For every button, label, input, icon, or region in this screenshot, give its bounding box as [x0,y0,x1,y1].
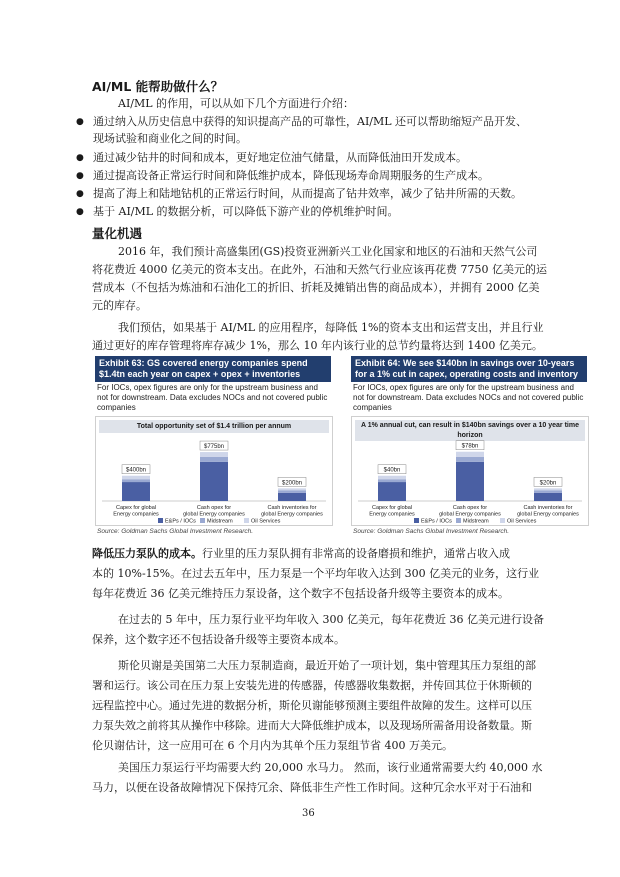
legend-swatch [200,518,205,523]
exhibit-63 [95,356,331,414]
legend-swatch [158,518,163,523]
category-label: Energy companies [369,511,415,518]
paragraph-line: 将花费近 4000 亿美元的资本支出。在此外，石油和天然气行业应该再花费 7750 亿美元的运 [92,263,547,276]
source-note: Source: Goldman Sachs Global Investment Research. [97,528,254,535]
bar-segment [378,482,406,501]
paragraph-line: 远程监控中心。通过先进的数据分析，斯伦贝谢能够预测主要组件故障的发生。这样可以压 [92,699,532,712]
chart-title: A 1% annual cut, can result in $140bn savings over a 10 year time horizon [355,420,585,441]
legend-label: E&Ps / IOCs [165,518,196,525]
bar-segment [278,488,306,490]
category-label: global Energy companies [261,511,323,518]
paragraph-line: 营成本（不包括为炼油和石油化工的折旧、折耗及摊销出售的商品成本），并拥有 2000 亿美 [92,281,540,294]
paragraph-line: 每年花费近 36 亿美元维持压力泵设备，这个数字不包括设备升级等主要资本的成本。 [92,587,509,600]
source-note: Source: Goldman Sachs Global Investment Research. [353,528,510,535]
bullet-item: ● 基于 AI/ML 的数据分析，可以降低下游产业的停机维护时间。 [93,204,399,220]
bar-segment [200,452,228,457]
bullet-item: ● 通过提高设备正常运行时间和降低维护成本，降低现场寿命周期服务的生产成本。 [93,168,489,184]
inline-heading: 降低压力泵队的成本。 [92,547,202,560]
bar-segment [122,479,150,482]
bar-segment [456,452,484,457]
exhibit-subtitle: For IOCs, opex figures are only for the upstream business and not for downstream. Data excludes NOCs and not covered public companies [97,383,328,412]
category-label: global Energy companies [183,511,245,518]
legend-label: E&Ps / IOCs [421,518,452,525]
data-label: $40bn [383,467,401,474]
paragraph-line: 本的 10%-15%。在过去五年中，压力泵是一个平均年收入达到 300 亿美元的业务，这行业 [92,567,540,580]
paragraph-line: 力泵失效之前将其从操作中移除。进而大大降低维护成本，以及现场所需备用设备数量。斯 [92,719,532,732]
paragraph-line: 通过更好的库存管理将库存减少 1%，那么 10 年内该行业的总节约量将达到 1400 亿美元。 [92,339,543,352]
bar-segment [534,493,562,501]
bullet-continuation: 现场试验和商业化之间的时间。 [93,132,247,145]
chart-panel-63 [95,416,333,526]
category-label: Cash inventories for [523,505,573,511]
section-heading-opportunity: 量化机遇 [92,226,143,241]
bar-segment [278,490,306,493]
chart-63 [96,417,332,525]
data-label: $78bn [461,443,479,450]
data-label: $400bn [125,467,147,474]
legend-label: Midstream [207,518,233,525]
paragraph-line: 在过去的 5 年中，压力泵行业平均年收入 300 亿美元，每年花费近 36 亿美元进行设备 [118,613,544,626]
legend-swatch [414,518,419,523]
data-label: $200bn [281,480,303,487]
legend-swatch [456,518,461,523]
bullet-item: ● 通过纳入从历史信息中获得的知识提高产品的可靠性，AI/ML 还可以帮助缩短产品开发、 [93,114,527,130]
category-label: Capex for global [115,505,157,511]
legend-label: Oil Services [507,518,537,525]
paragraph-line: 伦贝谢估计，这一应用可在 6 个月内为其单个压力泵组节省 400 万美元。 [92,739,453,752]
category-label: Energy companies [113,511,159,518]
page-number: 36 [302,808,315,819]
category-label: global Energy companies [517,511,579,518]
bar-segment [378,476,406,479]
bar-segment [122,482,150,501]
data-label: $20bn [539,480,557,487]
legend-label: Oil Services [251,518,281,525]
inline-text: 行业里的压力泵队拥有非常高的设备磨损和维护，通常占收入成 [202,547,510,560]
data-label: $775bn [203,444,225,451]
paragraph-line: 美国压力泵运行平均需要大约 20,000 水马力。 然而，该行业通常需要大约 40,000 水 [118,761,543,774]
category-label: Cash inventories for [267,505,317,511]
bar-segment [200,457,228,462]
exhibit-64 [351,356,587,414]
paragraph-line: 署和运行。该公司在压力泵上安装先进的传感器，传感器收集数据，并传回其位于休斯顿的 [92,679,532,692]
chart-64 [352,417,588,525]
paragraph-line: 保养，这个数字还不包括设备升级等主要资本成本。 [92,633,345,646]
bar-segment [456,462,484,501]
bar-segment [534,488,562,490]
category-label: Capex for global [371,505,413,511]
paragraph-line [92,546,510,562]
category-label: Cash opex for [452,505,488,511]
intro-text: AI/ML 的作用，可以从如下几个方面进行介绍： [118,97,355,110]
chart-panel-64 [351,416,589,526]
bar-segment [456,457,484,462]
bar-segment [534,490,562,493]
exhibit-title: Exhibit 63: GS covered energy companies spend $1.4tn each year on capex + opex + inventories [95,356,331,382]
exhibit-title: Exhibit 64: We see $140bn in savings over 10-years for a 1% cut in capex, operating costs and inventory [351,356,587,382]
paragraph-line: 斯伦贝谢是美国第二大压力泵制造商，最近开始了一项计划，集中管理其压力泵组的部 [118,659,536,672]
paragraph-line: 2016 年，我们预计高盛集团(GS)投资亚洲新兴工业化国家和地区的石油和天然气公司 [118,245,538,258]
category-label: Cash opex for [196,505,232,511]
paragraph-line: 元的库存。 [92,299,147,312]
exhibit-subtitle: For IOCs, opex figures are only for the upstream business and not for downstream. Data excludes NOCs and not covered public companies [353,383,584,412]
bar-segment [378,479,406,482]
bar-segment [200,462,228,501]
bullet-item: ● 通过减少钻井的时间和成本，更好地定位油气储量，从而降低油田开发成本。 [93,150,467,166]
legend-swatch [500,518,505,523]
section-heading-aiml: AI/ML 能帮助做什么？ [92,79,224,94]
paragraph-line: 马力，以便在设备故障情况下保持冗余、降低非生产性工作时间。这种冗余水平对于石油和 [92,781,532,794]
legend-label: Midstream [463,518,489,525]
bar-segment [278,493,306,501]
category-label: global Energy companies [439,511,501,518]
bar-segment [122,476,150,479]
paragraph-line: 我们预估，如果基于 AI/ML 的应用程序，每降低 1%的资本支出和运营支出，并且行业 [118,321,544,334]
legend-swatch [244,518,249,523]
chart-title: Total opportunity set of $1.4 trillion per annum [99,420,329,433]
bullet-item: ● 提高了海上和陆地钻机的正常运行时间，从而提高了钻井效率，减少了钻井所需的天数。 [93,186,522,202]
